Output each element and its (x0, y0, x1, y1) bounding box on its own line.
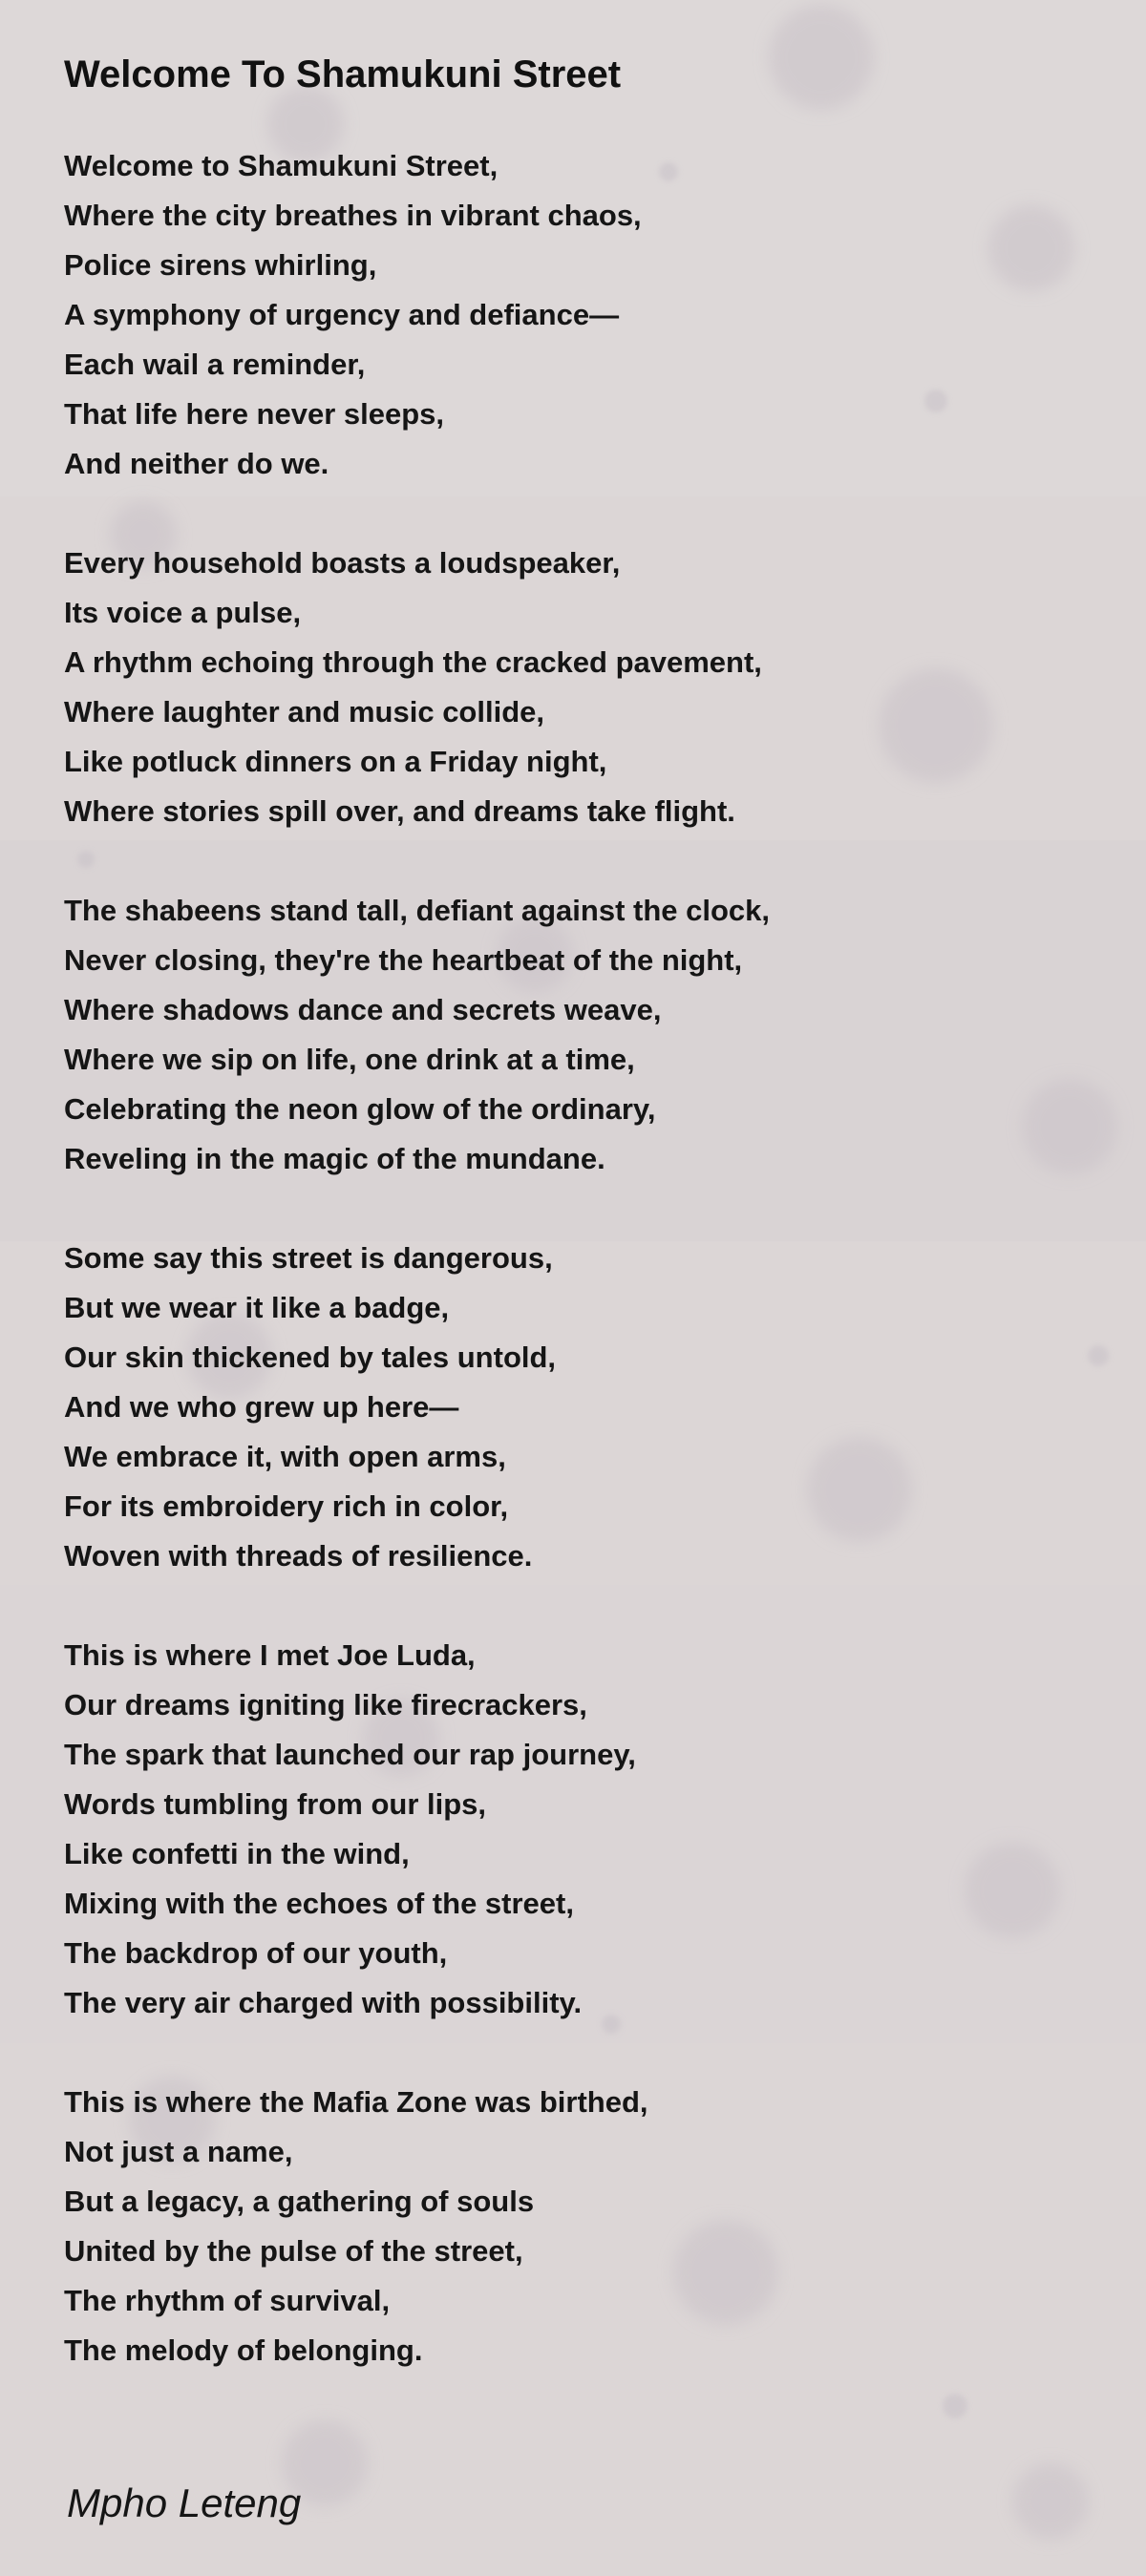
poem-line: Police sirens whirling, (64, 248, 377, 282)
stanza-6 (64, 2078, 1095, 2375)
poem-line: Where stories spill over, and dreams take flight. (64, 794, 735, 828)
stanza-4 (64, 1234, 1095, 1581)
poem-line: The backdrop of our youth, (64, 1936, 448, 1970)
poem-line: The very air charged with possibility. (64, 1986, 583, 2019)
poem-line: Every household boasts a loudspeaker, (64, 546, 621, 580)
poem-author: Mpho Leteng (67, 2481, 302, 2525)
poem-line: Its voice a pulse, (64, 596, 302, 629)
poem-line: Where laughter and music collide, (64, 695, 544, 728)
poem-line: A symphony of urgency and defiance— (64, 298, 620, 331)
poem-line: That life here never sleeps, (64, 397, 445, 431)
poem-line: We embrace it, with open arms, (64, 1440, 506, 1473)
poem-line: Words tumbling from our lips, (64, 1787, 487, 1821)
poem-line: A rhythm echoing through the cracked pavement, (64, 645, 762, 679)
poem-line: Our skin thickened by tales untold, (64, 1341, 557, 1374)
stanza-1 (64, 141, 1095, 489)
poem-line: Some say this street is dangerous, (64, 1241, 553, 1275)
stanza-3 (64, 886, 1095, 1184)
poem-line: But we wear it like a badge, (64, 1291, 450, 1324)
poem-line: But a legacy, a gathering of souls (64, 2185, 535, 2218)
poem-line: United by the pulse of the street, (64, 2234, 523, 2268)
poem-body (64, 141, 1095, 2425)
poem-line: Reveling in the magic of the mundane. (64, 1142, 605, 1175)
poem-line: Welcome to Shamukuni Street, (64, 149, 499, 182)
poem-line: The melody of belonging. (64, 2333, 423, 2367)
poem-line: And neither do we. (64, 447, 329, 480)
poem-line: Our dreams igniting like firecrackers, (64, 1688, 587, 1721)
poem-line: Like potluck dinners on a Friday night, (64, 745, 607, 778)
poem-line: Woven with threads of resilience. (64, 1539, 533, 1573)
poem-line: This is where I met Joe Luda, (64, 1638, 476, 1672)
poem-line: Each wail a reminder, (64, 348, 366, 381)
poem-line: And we who grew up here— (64, 1390, 459, 1424)
stanza-2 (64, 538, 1095, 836)
poem-line: Never closing, they're the heartbeat of the night, (64, 943, 743, 977)
poem-line: Mixing with the echoes of the street, (64, 1887, 574, 1920)
poem-line: Not just a name, (64, 2135, 293, 2168)
poem-line: Where shadows dance and secrets weave, (64, 993, 662, 1026)
poem-line: The shabeens stand tall, defiant against the clock, (64, 894, 771, 927)
stanza-5 (64, 1631, 1095, 2028)
poem-line: For its embroidery rich in color, (64, 1489, 509, 1523)
poem-line: This is where the Mafia Zone was birthed, (64, 2085, 648, 2119)
poem-line: Where we sip on life, one drink at a time, (64, 1043, 635, 1076)
poem-title: Welcome To Shamukuni Street (64, 53, 622, 95)
poem-line: The rhythm of survival, (64, 2284, 391, 2317)
poem-line: Like confetti in the wind, (64, 1837, 410, 1870)
poem-line: The spark that launched our rap journey, (64, 1738, 636, 1771)
poem-line: Celebrating the neon glow of the ordinary, (64, 1092, 656, 1126)
poem-line: Where the city breathes in vibrant chaos, (64, 199, 642, 232)
